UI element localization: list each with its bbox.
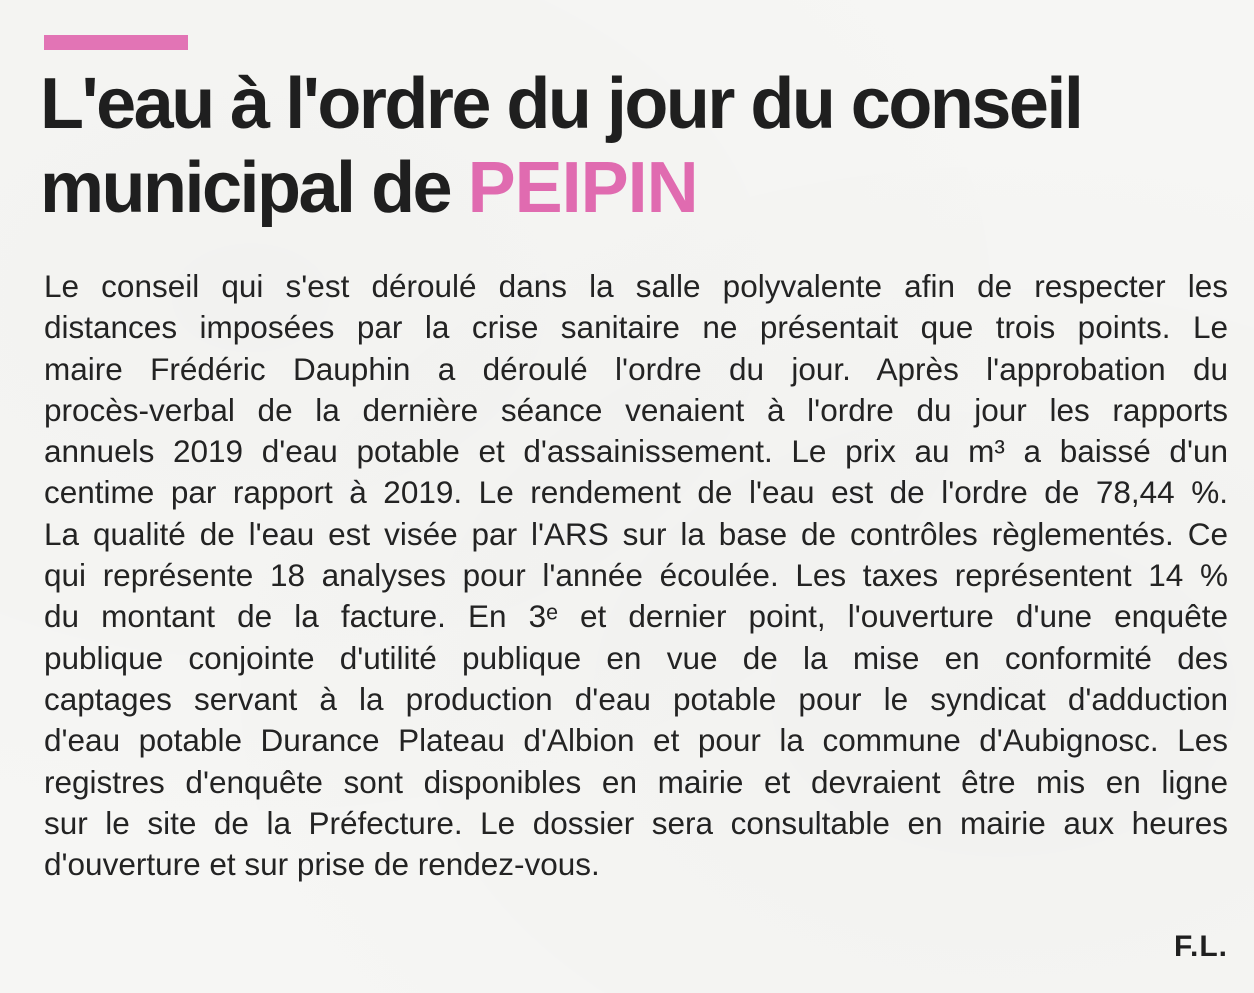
body-line: La qualité de l'eau est visée par l'ARS sur la base de contrôles règlementés. Ce <box>44 515 1228 552</box>
body-line: procès-verbal de la dernière séance venaient à l'ordre du jour les rapports <box>44 391 1228 428</box>
headline-accent-bar <box>44 35 188 50</box>
body-line: annuels 2019 d'eau potable et d'assainissement. Le prix au m³ a baissé d'un <box>44 433 1228 470</box>
headline-prefix: municipal de <box>40 148 468 228</box>
headline-line-2 <box>40 146 1220 230</box>
body-line: d'ouverture et sur prise de rendez-vous. <box>44 846 600 883</box>
body-line: qui représente 18 analyses pour l'année écoulée. Les taxes représentent 14 % <box>44 557 1228 594</box>
author-signature: F.L. <box>1174 930 1228 963</box>
body-line: distances imposées par la crise sanitaire ne présentait que trois points. Le <box>44 309 1228 346</box>
body-line: captages servant à la production d'eau potable pour le syndicat d'adduction <box>44 680 1228 717</box>
body-line: du montant de la facture. En 3ᵉ et dernier point, l'ouverture d'une enquête <box>44 598 1228 635</box>
headline-line-1: L'eau à l'ordre du jour du conseil <box>40 64 1082 144</box>
body-line: sur le site de la Préfecture. Le dossier sera consultable en mairie aux heures <box>44 804 1228 841</box>
article-headline <box>40 62 1220 230</box>
body-line: centime par rapport à 2019. Le rendement de l'eau est de l'ordre de 78,44 %. <box>44 474 1228 511</box>
headline-town-name: PEIPIN <box>467 148 698 228</box>
article-body <box>44 266 1228 885</box>
body-line: d'eau potable Durance Plateau d'Albion et pour la commune d'Aubignosc. Les <box>44 722 1228 759</box>
body-line: maire Frédéric Dauphin a déroulé l'ordre du jour. Après l'approbation du <box>44 350 1228 387</box>
body-line: Le conseil qui s'est déroulé dans la salle polyvalente afin de respecter les <box>44 268 1228 304</box>
body-line: registres d'enquête sont disponibles en mairie et devraient être mis en ligne <box>44 763 1228 800</box>
body-line: publique conjointe d'utilité publique en vue de la mise en conformité des <box>44 639 1228 676</box>
